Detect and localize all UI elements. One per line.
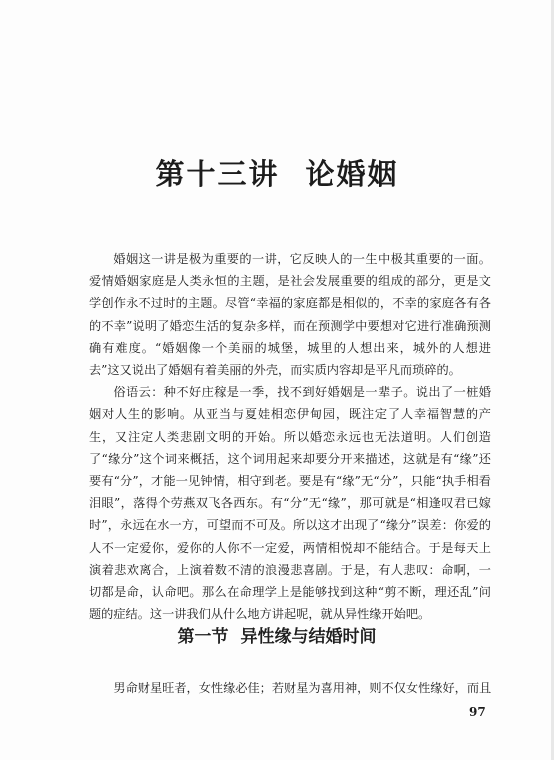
chapter-number: 第十三讲: [155, 157, 280, 191]
chapter-title: [0, 152, 554, 193]
section-heading: [0, 622, 554, 647]
section-first-line: 男命财星旺者，女性缘必佳；若财星为喜用神，则不仅女性缘好，而且: [113, 681, 491, 695]
section-body: [89, 677, 491, 699]
paragraph-intro: 婚姻这一讲是极为重要的一讲，它反映人的一生中极其重要的一面。爱情婚姻家庭是人类永恒的主题，是社会发展重要的组成的部分，更是文学创作永不过时的主题。尽管“幸福的家庭都是相似的，不幸的家庭各有各的不幸”说明了婚恋生活的复杂多样，而在预测学中要想对它进行准确预测确有难度。“婚姻像一个美丽的城堡，城里的人想出来，城外的人想进去”这又说出了婚姻有着美丽的外壳，而实质内容却是平凡而琐碎的。: [89, 252, 491, 378]
paragraph-proverb: 俗语云：种不好庄稼是一季，找不到好婚姻是一辈子。说出了一桩婚姻对人生的影响。从亚当与夏娃相恋伊甸园，既注定了人幸福智慧的产生，又注定人类悲剧文明的开始。所以婚恋永远也无法道明。人们创造了“缘分”这个词来概括，这个词用起来却要分开来描述，这就是有“缘”还要有“分”，才能一见钟情，相守到老。要是有“缘”无“分”，只能“执手相看泪眼”，落得个劳燕双飞各西东。有“分”无“缘”，那可就是“相逢叹君已嫁时”，永远在水一方，可望而不可及。所以这才出现了“缘分”误差：你爱的人不一定爱你，爱你的人你不一定爱，两情相悦却不能结合。于是每天上演着悲欢离合，上演着数不清的浪漫悲喜剧。于是，有人悲叹：命啊，一切都是命，认命吧。那么在命理学上是能够找到这种“剪不断，理还乱”问题的症结。这一讲我们从什么地方讲起呢，就从异性缘开始吧。: [89, 385, 491, 622]
chapter-body: [89, 248, 491, 625]
page-number: 97: [469, 705, 486, 719]
chapter-name: 论婚姻: [305, 157, 399, 191]
section-name: 异性缘与结婚时间: [240, 627, 377, 647]
section-number: 第一节: [177, 627, 229, 647]
